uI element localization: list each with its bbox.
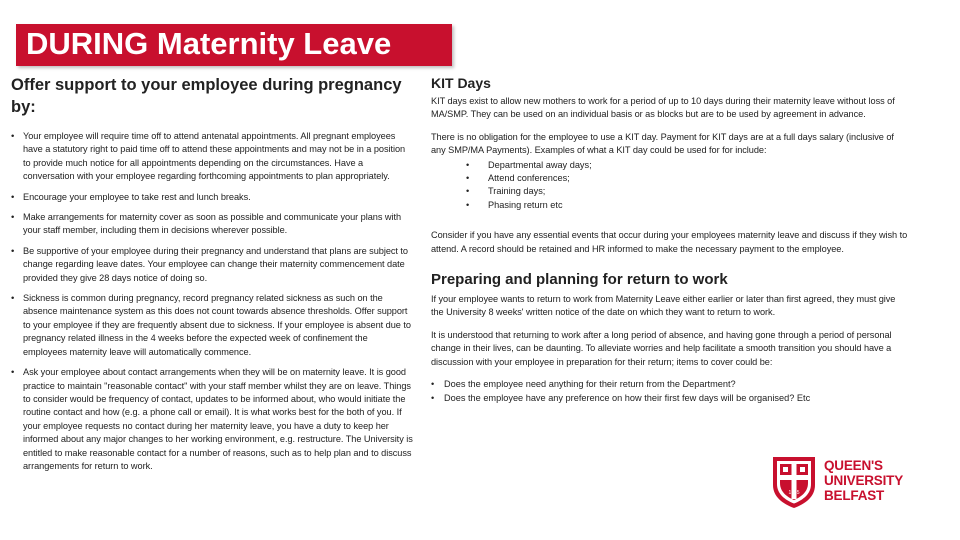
return-item: • Does the employee have any preference on how their first few days will be organised? Etc: [431, 392, 909, 405]
kit-para-3: Consider if you have any essential events that occur during your employees maternity leave and discuss if they wish to attend. A record should be retained and HR informed to make the necessary payment to the employee.: [431, 230, 908, 254]
support-item: • Encourage your employee to take rest and lunch breaks.: [11, 191, 413, 204]
support-list: [11, 130, 413, 473]
left-heading: Offer support to your employee during pregnancy by:: [11, 76, 402, 116]
crest-year: 1845: [788, 490, 800, 496]
return-para-1: If your employee wants to return to work from Maternity Leave either earlier or later than first agreed, they must give the University 8 weeks' written notice of the date on which they want to return to work.: [431, 294, 896, 318]
right-column: [431, 74, 909, 405]
kit-example-item: • Attend conferences;: [460, 172, 909, 185]
support-item: • Your employee will require time off to attend antenatal appointments. All pregnant employees have a statutory right to paid time off to attend these appointments and may not be in a position to provide much notice for all appointments depending on the circumstances. Have a conversation with your employee regarding forthcoming appointments to plan appropriately.: [11, 130, 413, 184]
return-items-list: [431, 378, 909, 405]
kit-example-item: • Training days;: [460, 185, 909, 198]
logo-line-3: BELFAST: [824, 488, 885, 503]
support-item: • Make arrangements for maternity cover as soon as possible and communicate your plans with your staff member, including them in decisions wherever possible.: [11, 211, 413, 238]
kit-para-1: KIT days exist to allow new mothers to work for a period of up to 10 days during their maternity leave without loss of MA/SMP. They can be used on an individual basis or as blocks but are to be used by agreement in advance.: [431, 96, 895, 120]
page-title: DURING Maternity Leave: [26, 26, 392, 61]
logo-wordmark: [824, 458, 903, 503]
kit-examples-list: [431, 159, 909, 213]
kit-example-item: • Phasing return etc: [460, 199, 909, 212]
logo-line-1: QUEEN'S: [824, 458, 883, 473]
support-item: • Be supportive of your employee during their pregnancy and understand that plans are subject to change regarding leave dates. Your employee can change their maternity commencement date provided they give 28 days notice of doing so.: [11, 245, 413, 285]
support-item: • Ask your employee about contact arrangements when they will be on maternity leave. It is good practice to maintain "reasonable contact" with your staff member whilst they are on leave. Things to consider would be frequency of contact, updates to be informed about, who would initiate the routine contact and how (e.g. a phone call or email). It is what works best for the both of you. If your employee requests no contact during her maternity leave, you have a duty to keep her informed about any major changes to her working environment, e.g. restructure. The University is entitled to make reasonable contact for a number of reasons, such as to help plan and to discuss arrangements for return to work.: [11, 366, 413, 473]
left-column: [11, 74, 413, 480]
return-item: • Does the employee need anything for their return from the Department?: [431, 378, 909, 391]
title-bar: [16, 24, 452, 66]
university-logo: [771, 455, 921, 510]
logo-line-2: UNIVERSITY: [824, 473, 904, 488]
kit-example-item: • Departmental away days;: [460, 159, 909, 172]
return-to-work-heading: Preparing and planning for return to work: [431, 271, 728, 289]
shield-icon: [771, 455, 817, 509]
return-para-2: It is understood that returning to work after a long period of absence, and having gone through a period of personal change in their lives, can be daunting. To alleviate worries and help facilitate a smooth transition you should have a discussion with your employee in preparation for their return; items to cover could be:: [431, 329, 892, 367]
kit-days-heading: KIT Days: [431, 75, 491, 91]
kit-para-2: There is no obligation for the employee to use a KIT day. Payment for KIT days are at a full days salary (inclusive of any SMP/MA Payments). Examples of what a KIT day could be used for for include:: [431, 131, 894, 156]
support-item: • Sickness is common during pregnancy, record pregnancy related sickness as such on the absence maintenance system as this does not count towards absence thresholds. Offer support to your employee if they are frequently absent due to sickness. If your employee is absent due to pregnancy related illness in the 4 weeks before the expected week of confinement the employees maternity leave will automatically commence.: [11, 292, 413, 359]
